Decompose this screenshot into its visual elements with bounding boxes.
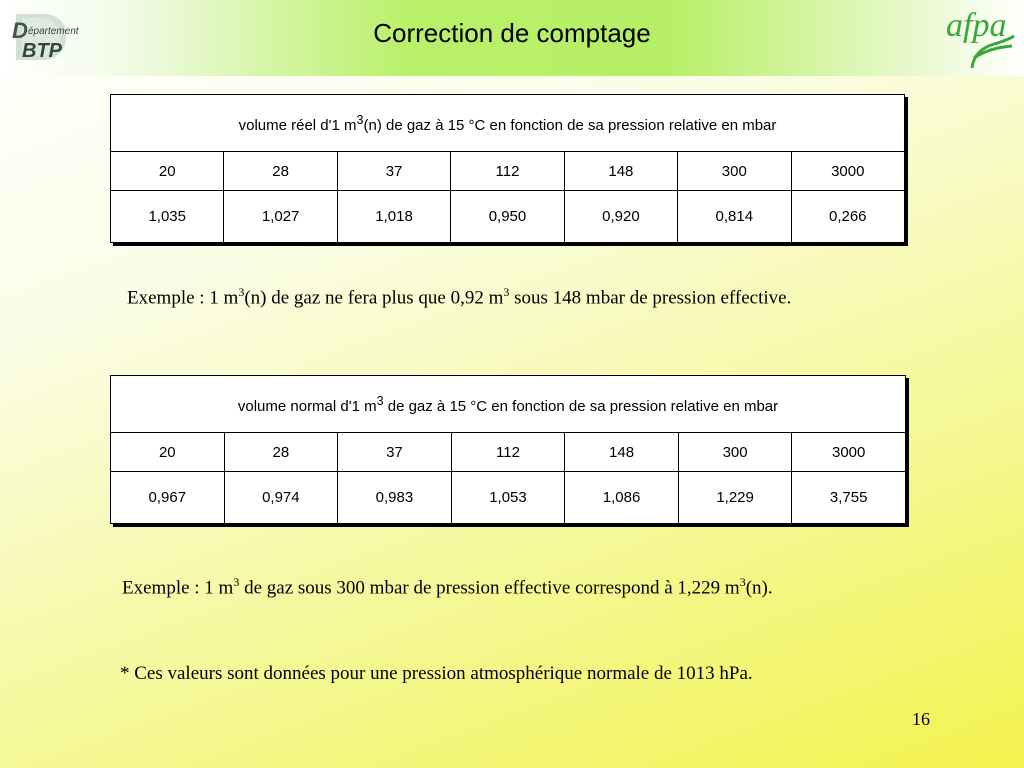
- volume-cell: 0,814: [678, 191, 791, 243]
- normal-volume-table-caption: [111, 376, 906, 433]
- volume-cell: 1,086: [565, 472, 679, 524]
- pressure-cell: 148: [565, 433, 679, 472]
- pressure-cell: 3000: [792, 433, 906, 472]
- table-row: [111, 191, 905, 243]
- caption-superscript: 3: [376, 393, 384, 408]
- logo-left-btp: BTP: [22, 40, 62, 62]
- example-note-2: Exemple : 1 $m^3$ de gaz sous 300 mbar de pression effective correspond à 1,229 $m^3(n)$.: [122, 575, 773, 599]
- example-note-1: Exemple : 1 $m^3(n)$ de gaz ne fera plus que 0,92 $m^3$ sous 148 mbar de pression effective.: [127, 285, 792, 309]
- logo-left-initial: D: [12, 18, 28, 43]
- volume-cell: 0,974: [224, 472, 338, 524]
- pressure-cell: 300: [678, 152, 791, 191]
- afpa-logo: [944, 6, 1016, 72]
- caption-superscript: 3: [356, 112, 364, 127]
- normal-volume-table: [110, 375, 906, 524]
- pressure-cell: 112: [451, 433, 565, 472]
- volume-cell: 1,027: [224, 191, 337, 243]
- caption-text: (n) de gaz à 15 °C en fonction de sa pression relative en mbar: [363, 116, 777, 134]
- table-row: [111, 152, 905, 191]
- pressure-cell: 148: [564, 152, 677, 191]
- volume-cell: 0,920: [564, 191, 677, 243]
- caption-text: de gaz à 15 °C en fonction de sa pression relative en mbar: [383, 397, 779, 415]
- volume-cell: 0,983: [338, 472, 452, 524]
- pressure-cell: 112: [451, 152, 564, 191]
- real-volume-table-caption: [111, 95, 905, 152]
- caption-text: volume réel d'1 m: [238, 116, 357, 134]
- table-row: [111, 433, 906, 472]
- page-number: 16: [912, 709, 930, 729]
- volume-cell: 3,755: [792, 472, 906, 524]
- table-row: [111, 472, 906, 524]
- pressure-cell: 37: [337, 152, 450, 191]
- logo-left-word: épartement: [28, 26, 79, 37]
- pressure-cell: 20: [111, 433, 225, 472]
- volume-cell: 1,035: [111, 191, 224, 243]
- footnote: * Ces valeurs sont données pour une pression atmosphérique normale de 1013 hPa.: [120, 663, 753, 684]
- pressure-cell: 28: [224, 152, 337, 191]
- volume-cell: 1,053: [451, 472, 565, 524]
- pressure-cell: 3000: [791, 152, 904, 191]
- volume-cell: 1,229: [678, 472, 792, 524]
- caption-text: volume normal d'1 m: [237, 397, 377, 415]
- afpa-logo-text: afpa: [946, 7, 1007, 44]
- afpa-logo-graphic: [944, 6, 1016, 72]
- volume-cell: 0,967: [111, 472, 225, 524]
- pressure-cell: 37: [338, 433, 452, 472]
- page-title: Correction de comptage: [373, 18, 651, 48]
- pressure-cell: 20: [111, 152, 224, 191]
- volume-cell: 0,950: [451, 191, 564, 243]
- pressure-cell: 28: [224, 433, 338, 472]
- volume-cell: 1,018: [337, 191, 450, 243]
- real-volume-table: [110, 94, 905, 243]
- pressure-cell: 300: [678, 433, 792, 472]
- volume-cell: 0,266: [791, 191, 904, 243]
